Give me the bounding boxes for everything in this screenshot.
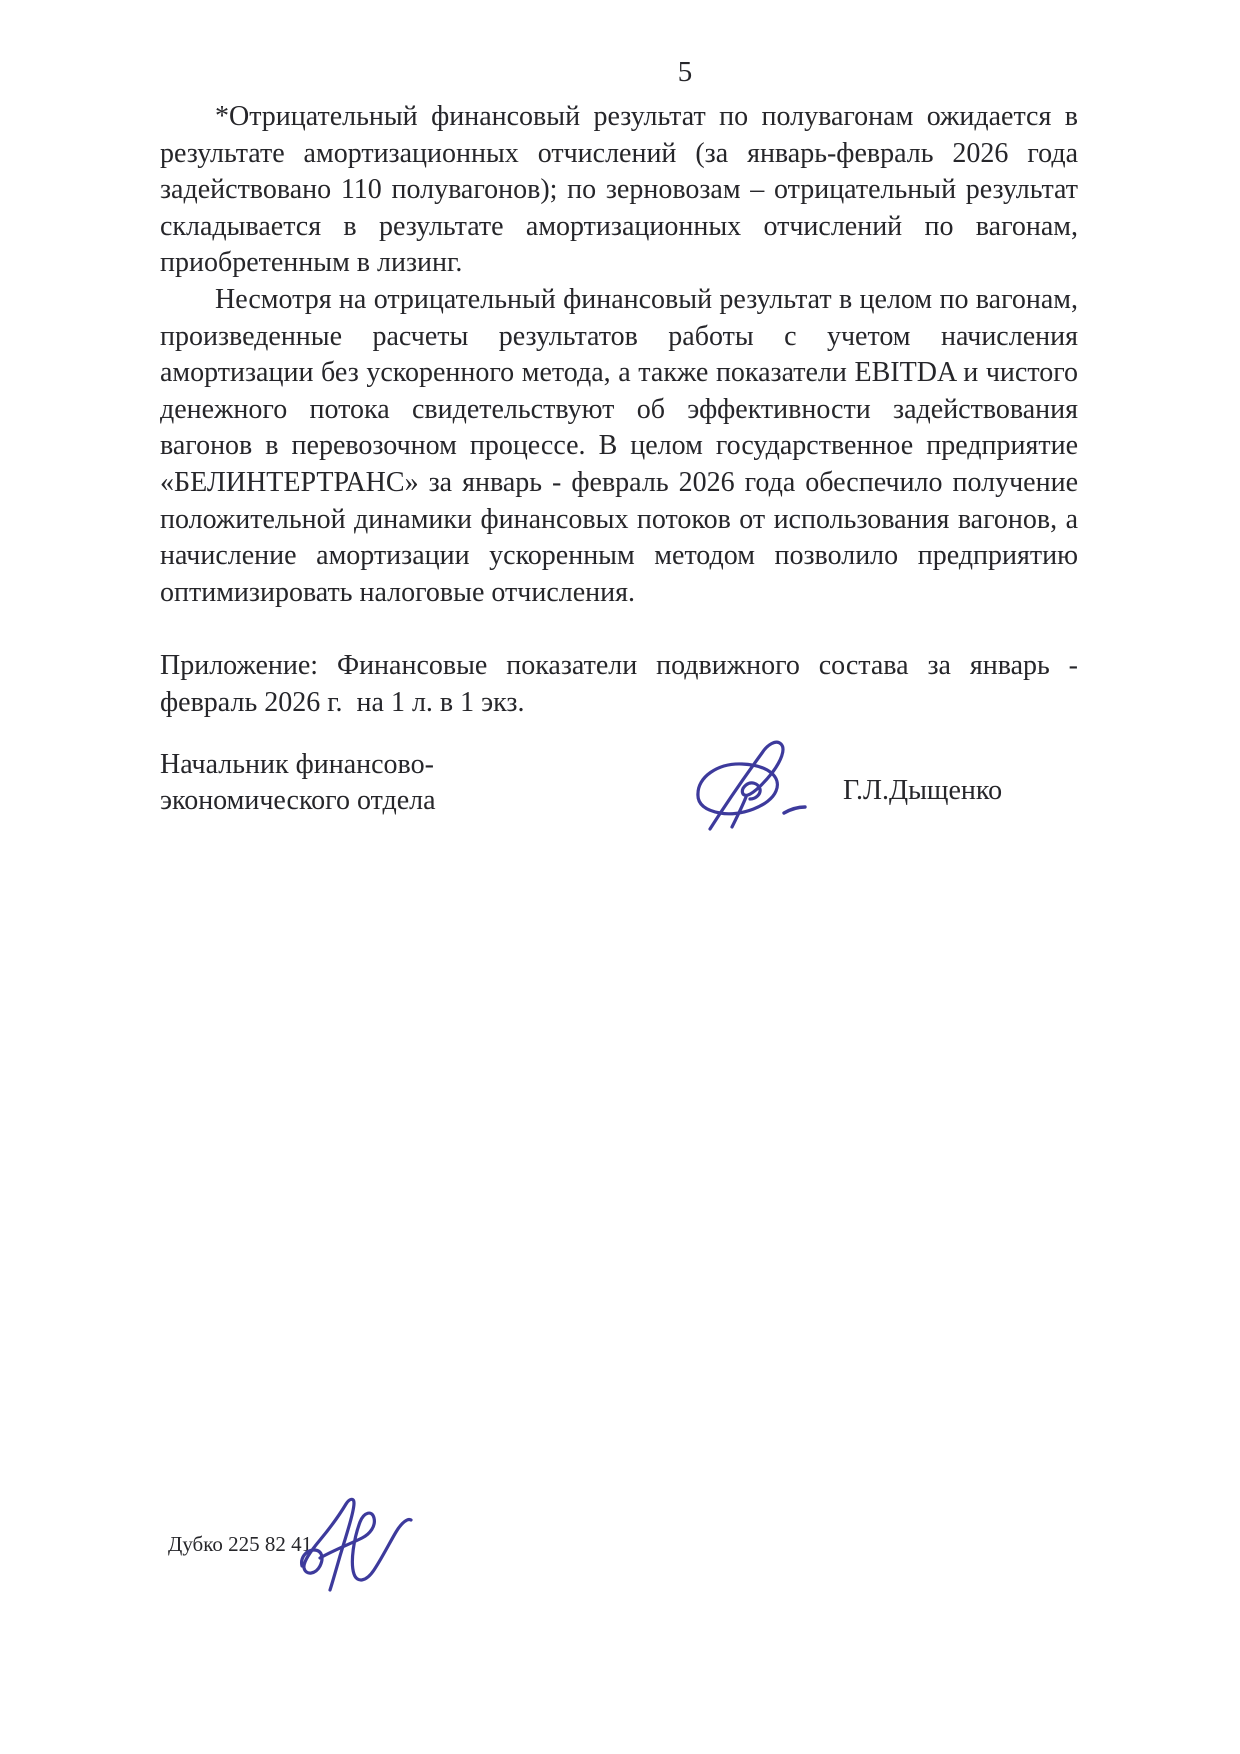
footer-contact: Дубко 225 82 41 (168, 1532, 313, 1556)
signature-icon (688, 733, 810, 835)
executor-initials-icon (296, 1490, 414, 1598)
signer-title-line2: экономического отдела (160, 785, 436, 817)
attachment-note: Приложение: Финансовые показатели подвижного состава за январь - февраль 2026 г. на 1 л. в 1 экз. (160, 650, 1078, 718)
signer-title-line1: Начальник финансово- (160, 748, 434, 780)
paragraph-footnote: *Отрицательный финансовый результат по полувагонам ожидается в результате амортизационных отчислений (за январь-февраль 2026 года задействовано 110 полувагонов); по зерновозам – отрицательный результат складывается в результате амортизационных отчислений по вагонам, приобретенным в лизинг. (160, 101, 1078, 279)
paragraph-summary: Несмотря на отрицательный финансовый результат в целом по вагонам, произведенные расчеты результатов работы с учетом начисления амортизации без ускоренного метода, а также показатели EBITDA и чистого денежного потока свидетельствуют об эффективности задействования вагонов в перевозочном процессе. В целом государственное предприятие «БЕЛИНТЕРТРАНС» за январь - февраль 2026 года обеспечило получение положительной динамики финансовых потоков от использования вагонов, а начисление амортизации ускоренным методом позволило предприятию оптимизировать налоговые отчисления. (160, 283, 1078, 608)
page-number: 5 (677, 56, 693, 88)
signoff-block (160, 747, 1078, 877)
footer (168, 1532, 312, 1557)
document-body (160, 99, 1078, 877)
signer-name: Г.Л.Дыщенко (843, 774, 1003, 806)
signer-title (160, 747, 436, 820)
